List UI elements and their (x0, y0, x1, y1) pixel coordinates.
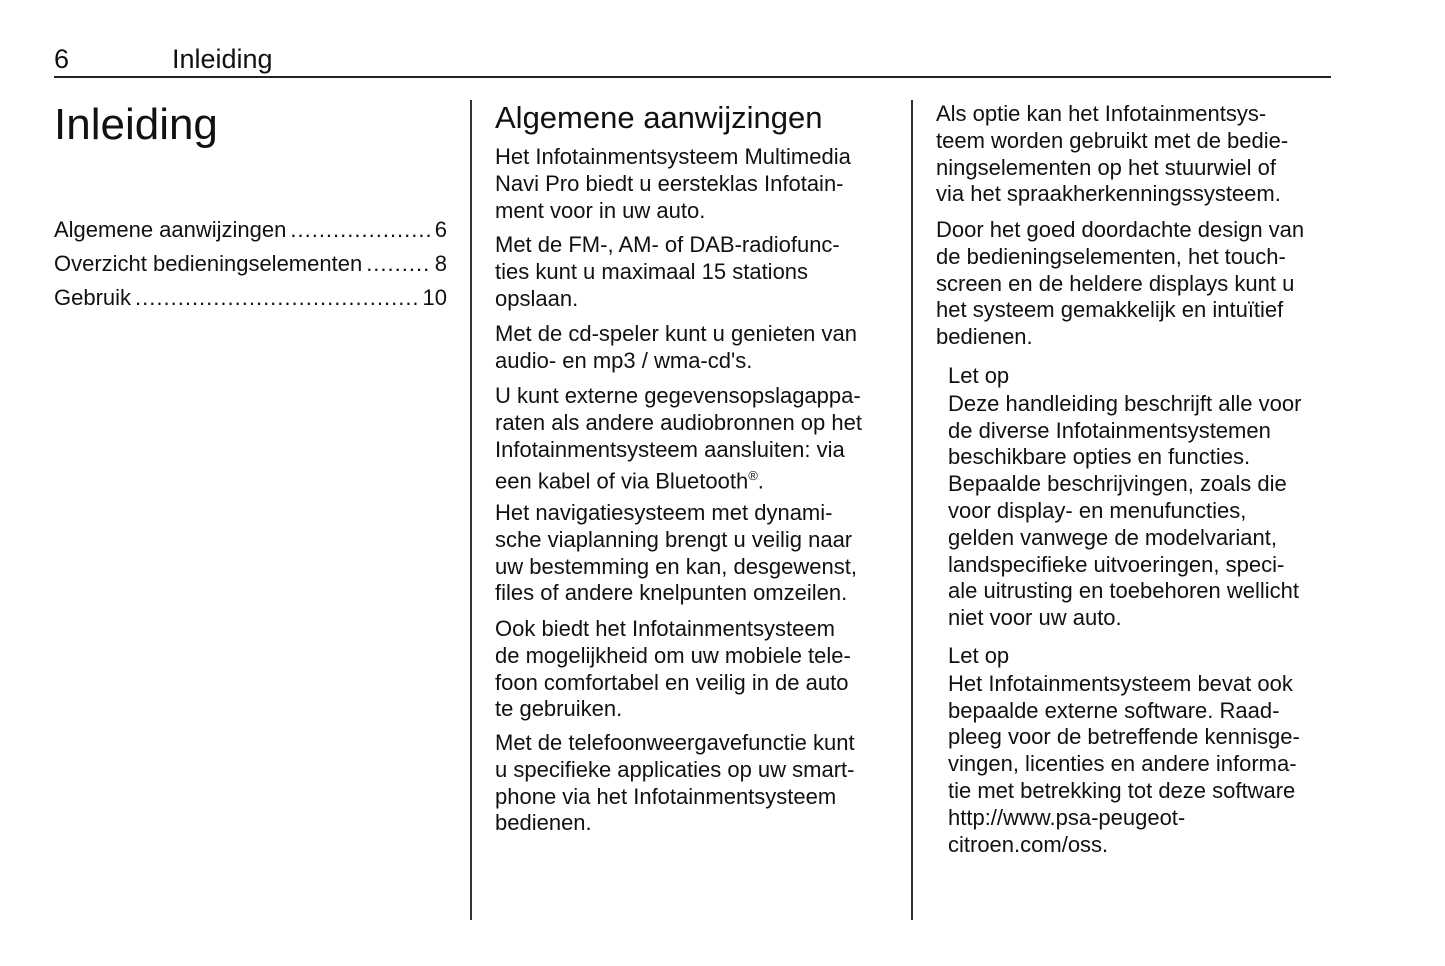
text-line: Door het goed doordachte design van (936, 217, 1305, 242)
text-line: niet voor uw auto. (948, 605, 1122, 631)
text-line: te gebruiken. (495, 696, 623, 722)
toc-page: 6 (434, 217, 447, 242)
text-line: Deze handleiding beschrijft alle voor (948, 390, 1302, 416)
toc-page: 8 (434, 251, 447, 276)
text-line: beschikbare opties en functies. (948, 444, 1251, 470)
note (948, 363, 1301, 632)
text-line: raten als andere audiobronnen op het (495, 409, 862, 435)
text-line: de mogelijkheid om uw mobiele tele- (495, 642, 851, 668)
text-line: Met de FM-, AM- of DAB-radiofunc- (495, 232, 840, 257)
text-line: U kunt externe gegevensopslagappa- (495, 383, 861, 408)
paragraph (495, 232, 840, 312)
column-divider (470, 100, 472, 920)
toc-label: Overzicht bedieningselementen (54, 251, 363, 276)
text-line: de bedieningselementen, het touch- (936, 243, 1286, 269)
text-line: Het Infotainmentsysteem bevat ook (948, 670, 1293, 696)
text-line: de diverse Infotainmentsystemen (948, 417, 1271, 443)
page-number: 6 (54, 44, 70, 74)
text-line: het systeem gemakkelijk en intuïtief (936, 297, 1284, 323)
text-line: citroen.com/oss. (948, 831, 1109, 857)
text-line: Het Infotainmentsysteem Multimedia (495, 144, 851, 169)
paragraph (936, 217, 1304, 351)
chapter-title: Inleiding (54, 100, 218, 149)
text-line: via het spraakherkenningssysteem. (936, 181, 1281, 207)
text-line: screen en de heldere displays kunt u (936, 270, 1295, 296)
text-line: foon comfortabel en veilig in de auto (495, 669, 849, 695)
running-header: Inleiding (172, 44, 273, 74)
toc-entry[interactable] (54, 217, 447, 243)
toc-leader (366, 251, 431, 277)
text-line: audio- en mp3 / wma-cd's. (495, 347, 753, 373)
paragraph (495, 500, 857, 607)
column-divider (911, 100, 913, 920)
text-line: gelden vanwege de modelvariant, (948, 524, 1278, 550)
toc-label: Algemene aanwijzingen (54, 217, 287, 242)
text-line: opslaan. (495, 285, 579, 311)
text-line: sche viaplanning brengt u veilig naar (495, 526, 853, 552)
text-line: Als optie kan het Infotainmentsys- (936, 101, 1267, 126)
text-line: landspecifieke uitvoeringen, speci- (948, 551, 1285, 577)
text-line: ties kunt u maximaal 15 stations (495, 258, 809, 284)
text-line: tie met betrekking tot deze software (948, 777, 1296, 803)
text-line: bepaalde externe software. Raad- (948, 697, 1280, 723)
text-line: Ook biedt het Infotainmentsysteem (495, 616, 835, 641)
note-label: Let op (948, 643, 1010, 668)
toc-leader (290, 217, 430, 243)
text-line: Navi Pro biedt u eersteklas Infotain- (495, 170, 844, 196)
text-line: bedienen. (936, 324, 1033, 350)
toc-entry[interactable] (54, 285, 447, 311)
text-line: ment voor in uw auto. (495, 197, 706, 223)
paragraph (495, 321, 857, 375)
paragraph (495, 730, 855, 837)
text-line: phone via het Infotainmentsysteem (495, 783, 837, 809)
text-line: ningselementen op het stuurwiel of (936, 154, 1276, 180)
toc-leader (135, 285, 418, 311)
paragraph (495, 616, 851, 723)
text-line: Met de cd-speler kunt u genieten van (495, 321, 858, 346)
note (948, 643, 1300, 858)
text-line: voor display- en menufuncties, (948, 497, 1247, 523)
header-rule (54, 76, 1331, 78)
paragraph (495, 383, 862, 496)
text-line: vingen, licenties en andere informa- (948, 751, 1297, 777)
text-line: pleeg voor de betreffende kennisge- (948, 724, 1300, 750)
text-line: u specifieke applicaties op uw smart- (495, 756, 855, 782)
text-line: Infotainmentsysteem aansluiten: via (495, 436, 845, 462)
text-line: een kabel of via Bluetooth®. (495, 468, 764, 494)
text-line: Met de telefoonweergavefunctie kunt (495, 730, 855, 755)
toc-page: 10 (422, 285, 447, 310)
paragraph (495, 144, 851, 224)
paragraph (936, 101, 1288, 208)
text-line: http://www.psa-peugeot- (948, 804, 1186, 830)
text-line: Het navigatiesysteem met dynami- (495, 500, 833, 525)
text-line: bedienen. (495, 810, 592, 836)
text-line: uw bestemming en kan, desgewenst, (495, 553, 857, 579)
text-line: ale uitrusting en toebehoren wellicht (948, 578, 1300, 604)
toc-label: Gebruik (54, 285, 132, 310)
text-line: files of andere knelpunten omzeilen. (495, 580, 848, 606)
toc-entry[interactable] (54, 251, 447, 277)
note-label: Let op (948, 363, 1010, 388)
section-heading: Algemene aanwijzingen (495, 100, 823, 135)
text-line: Bepaalde beschrijvingen, zoals die (948, 471, 1287, 497)
text-line: teem worden gebruikt met de bedie- (936, 127, 1289, 153)
